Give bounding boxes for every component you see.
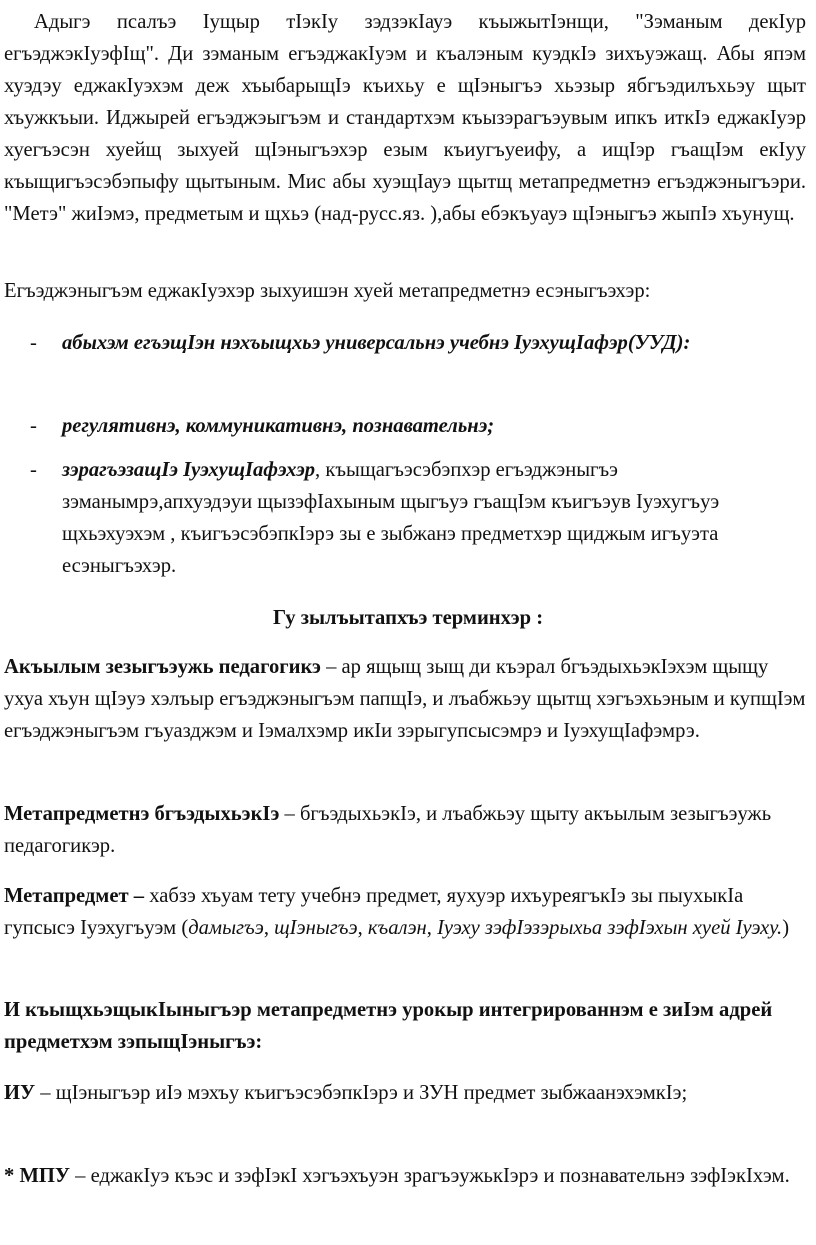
metapredmet-item: къалэн	[367, 917, 427, 939]
list-dash: -	[30, 415, 37, 437]
list-item-rest: , къыщагъэсэбэпхэр егъэджэныгъэ зэманымрэ,апхуэдэуи щызэфIахыным щыгъуэ гъащIэм къигъэув Iуэхугъуэ щхьэхуэхэм , къигъэсэбэпкIэрэ зы е зыбжанэ предметхэр щиджым игъуэта есэныгъэхэр.	[62, 459, 720, 577]
list-dash: -	[30, 332, 37, 354]
term-sep: –	[320, 656, 342, 678]
metapredmet-term: Метапредмет –	[4, 885, 145, 907]
term-definition: бгъэдыхьэкIэ, и лъабжьэу щыту акъылым зезыгъэужь педагогикэр.	[4, 803, 772, 857]
metapredmet-def: хабзэ хъуам тету учебнэ предмет, яухуэр ихъуреягъкIэ зы пыухыкIа гупсысэ Iуэхугъуэм (	[4, 885, 744, 939]
metapredmet-item: щIэныгъэ	[274, 917, 358, 939]
metapredmet-comma: ,	[426, 917, 438, 939]
list-item-body	[62, 454, 802, 582]
mpu-definition: еджакIуэ къэс и зэфIэкI хэгъэхъуэн зрагъэужькIэрэ и познавательнэ зэфIэкIхэм.	[90, 1165, 790, 1187]
metapredmet-comma: ,	[357, 917, 368, 939]
metapredmet-paragraph	[4, 880, 806, 944]
iu-paragraph	[4, 1077, 806, 1109]
mpu-paragraph	[4, 1160, 806, 1192]
term-paragraph	[4, 798, 806, 862]
lead-paragraph	[4, 275, 806, 307]
list-item-text: регулятивнэ, коммуникативнэ, познавательнэ;	[62, 415, 495, 437]
lead-text: Егъэджэныгъэм еджакIуэхэр зыхуишэн хуей метапредметнэ есэныгъэхэр:	[4, 280, 651, 302]
terms-heading: Гу зылъытапхъэ терминхэр :	[272, 607, 544, 629]
iu-term: ИУ	[4, 1082, 36, 1104]
term-paragraph	[4, 651, 806, 747]
mpu-term: * МПУ	[4, 1165, 71, 1187]
list-dash: -	[30, 459, 37, 481]
integrated-heading: И къыщхьэщыкIыныгъэр метапредметнэ урокыр интегрированнэм е зиIэм адрей предметхэм зэпыщIэныгъэ:	[4, 999, 773, 1053]
intro-paragraph	[4, 6, 806, 230]
iu-sep: –	[35, 1082, 56, 1104]
term-title: Метапредметнэ бгъэдыхьэкIэ	[4, 803, 280, 825]
mpu-sep: –	[70, 1165, 91, 1187]
term-title: Акъылым зезыгъэужь педагогикэ	[4, 656, 321, 678]
iu-definition: щIэныгъэр иIэ мэхъу къигъэсэбэпкIэрэ и ЗУН предмет зыбжаанэхэмкIэ;	[55, 1082, 688, 1104]
list-item	[30, 327, 802, 359]
metapredmet-comma: ,	[263, 917, 275, 939]
list-item-emphasis: зэрагъэзащIэ IуэхущIафэхэр	[62, 459, 316, 481]
term-definition: ар ящыщ зыщ ди къэрал бгъэдыхьэкIэхэм щыщу ухуа хъун щIэуэ хэлъыр егъэджэныгъэм папщIэ, и лъабжьэу щытщ хэгъэхьэным и купщIэм егъэджэныгъэм гъуазджэм и Iэмалхэмр икIи зэрыгупсысэмрэ и IуэхущIафэмрэ.	[4, 656, 806, 742]
list-item-text: абыхэм егъэщIэн нэхъыщхьэ универсальнэ учебнэ IуэхущIафэр(УУД):	[62, 332, 691, 354]
metapredmet-item: дамыгъэ	[188, 917, 264, 939]
intro-text: Адыгэ псалъэ Iущыр тIэкIу зэдзэкIауэ къыжытIэнщи, "Зэманым декIур егъэджэкIуэфIщ". Ди зэманым егъэджакIуэм и къалэным куэдкIэ зихъуэжащ. Абы япэм хуэдэу еджакIуэхэм деж хъыбарыщIэ къихьу е щIэныгъэ хьэзыр ябгъэдилъхьэу щыт хъужкъыи. Иджырей егъэджэыгъэм и стандартхэм къызэрагъэувым ипкъ иткIэ еджакIуэр хуегъэсэн хуейщ зыхуей щIэныгъэхэр езым къиугъуеифу, а ищIэр гъащIэм екIуу къыщигъэсэбэпыфу щытыным. Мис абы хуэщIауэ щытщ метапредметнэ егъэджэныгъэри. "Метэ" жиIэмэ, предметым и щхьэ (над-русс.яз. ),абы ебэкъуауэ щIэныгъэ жыпIэ хъунущ.	[4, 11, 806, 225]
term-sep: –	[279, 803, 300, 825]
list-item	[30, 410, 802, 442]
list-item	[30, 454, 802, 582]
metapredmet-item: Iуэху зэфIэзэрыхьа зэфIэхын хуей Iуэху.	[437, 917, 783, 939]
metapredmet-close: )	[782, 917, 790, 939]
